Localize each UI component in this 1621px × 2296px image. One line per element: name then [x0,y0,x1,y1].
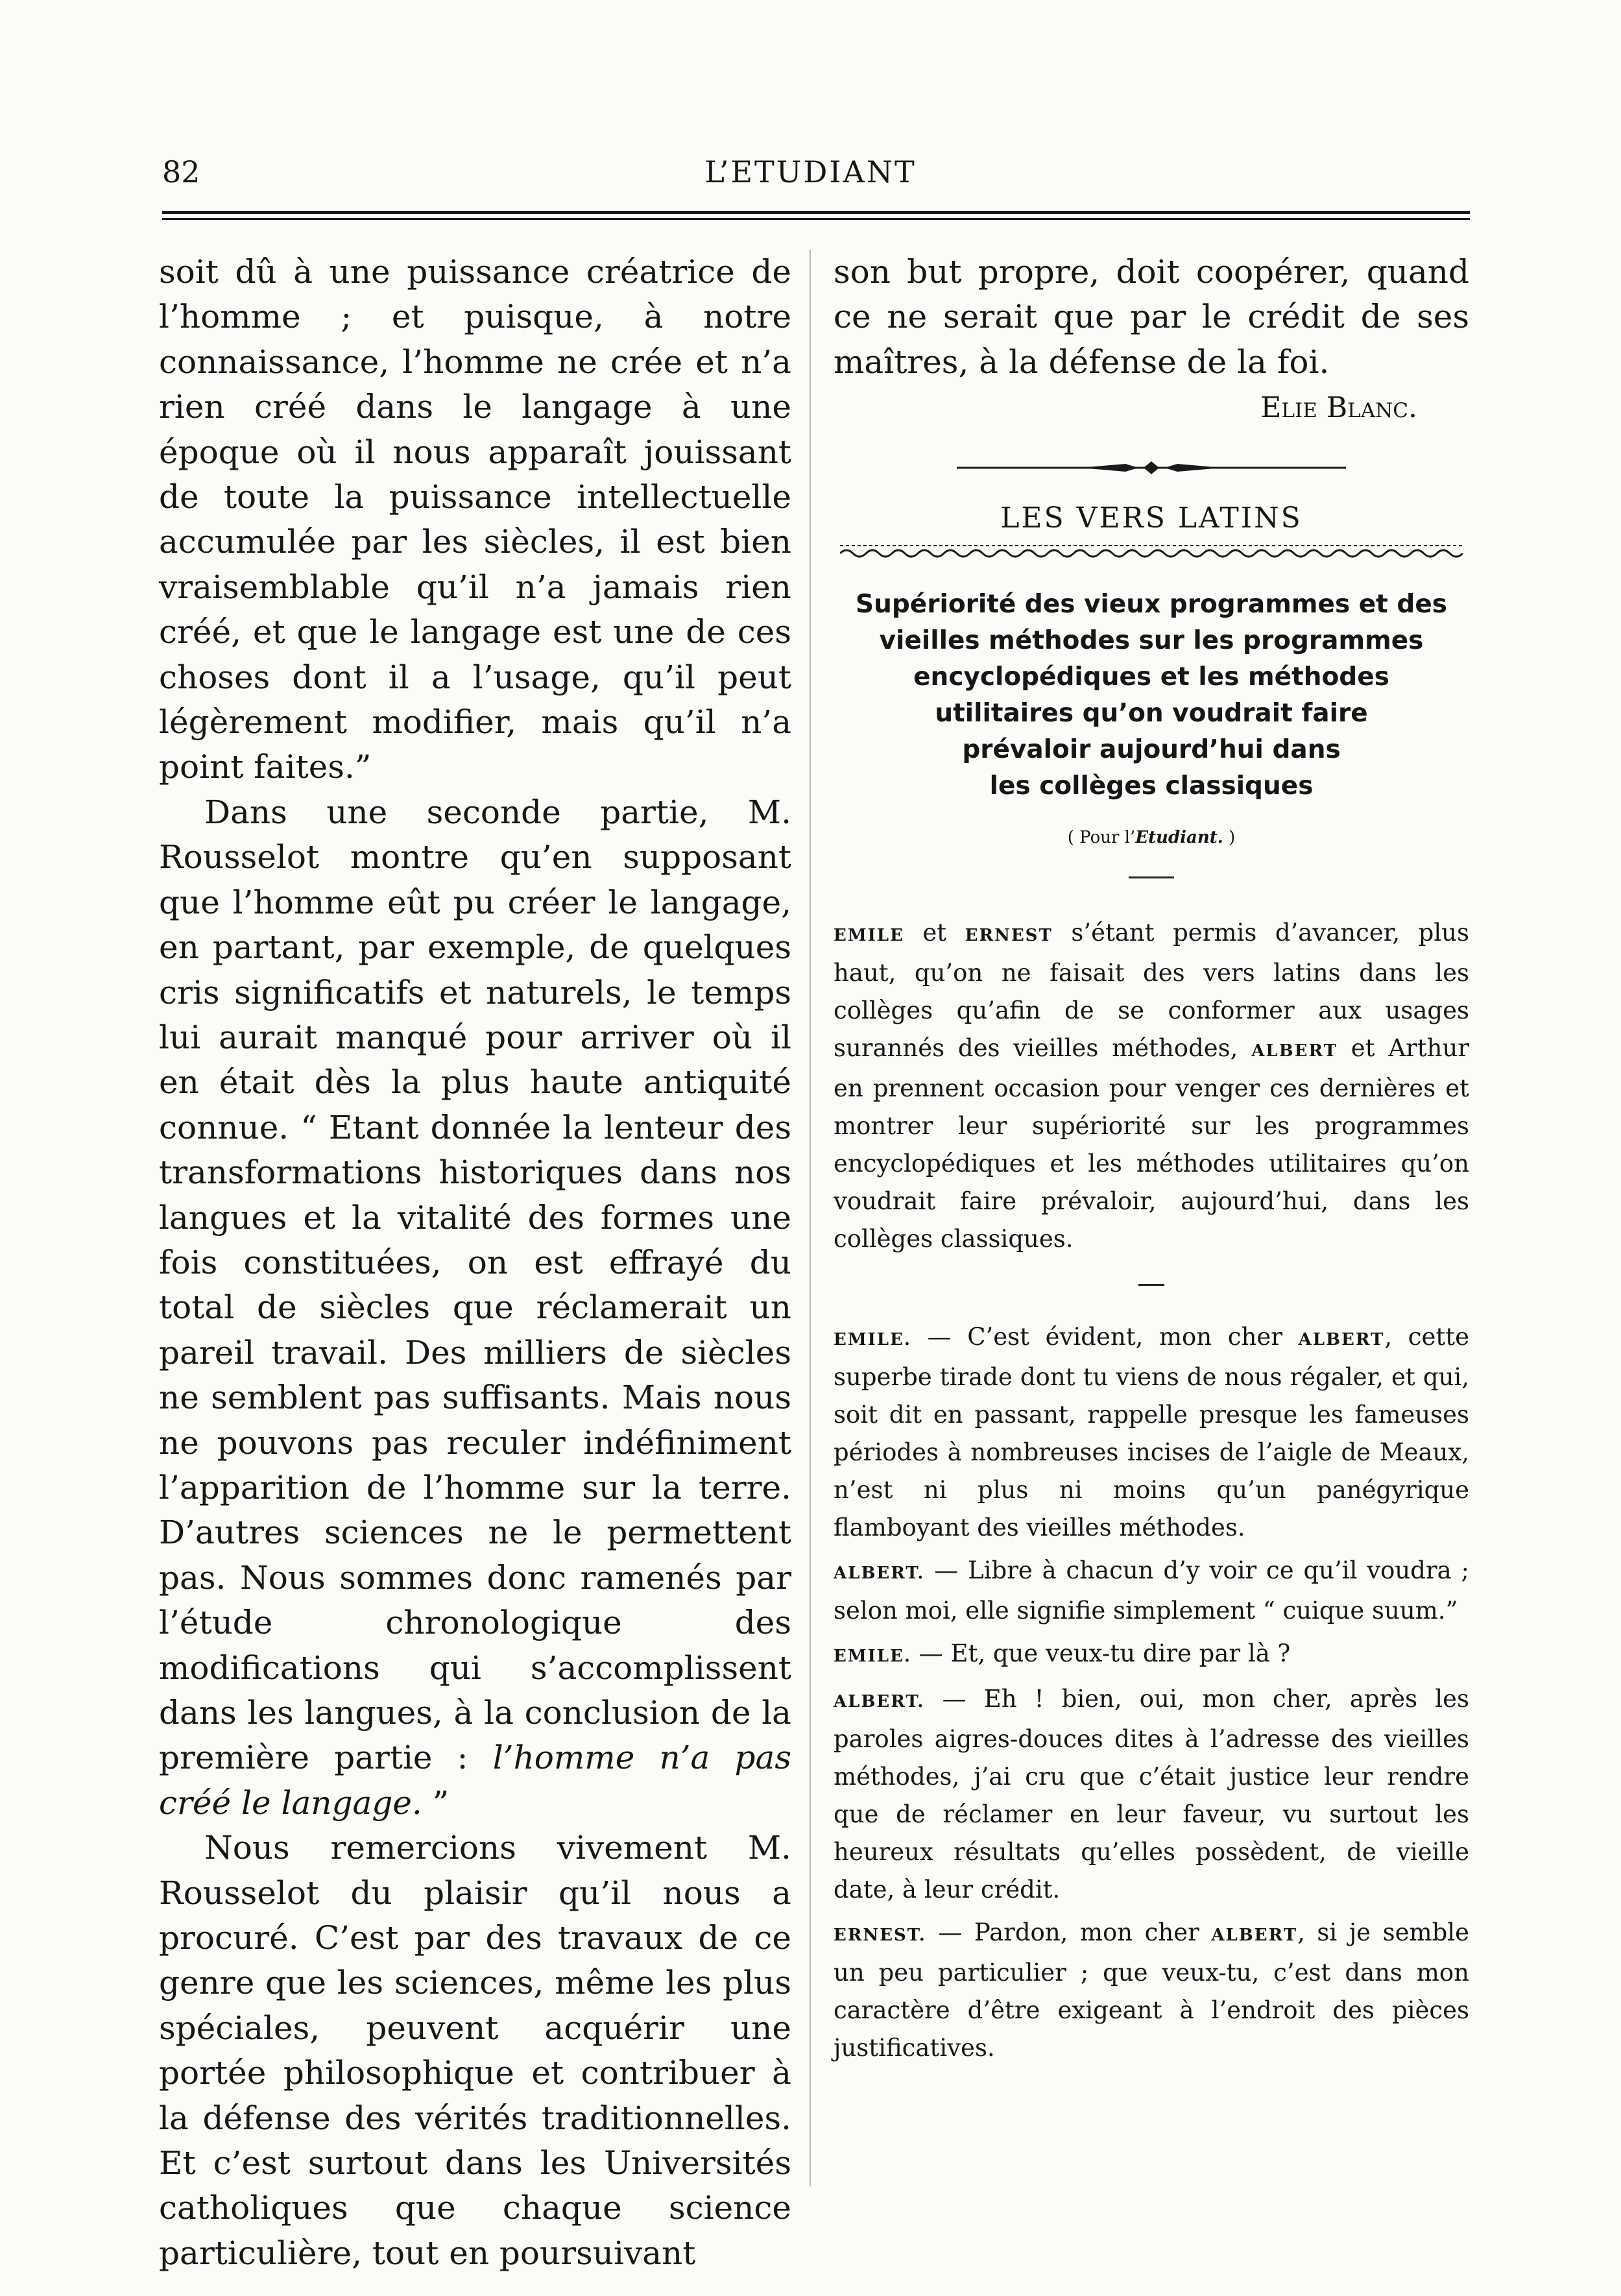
dialogue-text: — Libre à chacun d’y voir ce qu’il voudra ; selon moi, elle signifie simplement “ cuique suum.” [834,1556,1469,1625]
character-name: ALBERT [1251,1041,1338,1061]
section-title: LES VERS LATINS [1000,501,1303,535]
speaker-name: EMILE. [834,1647,911,1667]
paragraph-continuation: soit dû à une puissance créatrice de l’homme ; et puisque, à notre connaissance, l’homme ne crée et n’a rien créé dans le langage à une époque où il nous apparaît jouissant de toute la puissance intellectuelle accumulée par les siècles, il est bien vraisemblable qu’il n’a jamais rien créé, et que le langage est une de ces choses dont il a l’usage, qu’il peut légèrement modifier, mais qu’il n’a point faites.” [159,253,791,786]
subtitle-line: les collèges classiques [989,771,1314,801]
paragraph-conclusion: son but propre, doit coopérer, quand ce ne serait que par le crédit de ses maîtres, à la défense de la foi. [834,253,1469,381]
character-name: ALBERT [1211,1926,1298,1946]
dash-separator [1138,1284,1164,1286]
dialogue-text: — C’est évident, mon cher [911,1323,1299,1351]
article-subtitle [834,586,1469,804]
speaker-name: ERNEST. [834,1926,926,1946]
conclusion-quote: l’homme n’a pas créé le langage. [159,1739,791,1822]
character-name: EMILE [834,926,904,946]
dialogue-text: , cette superbe tirade dont tu viens de nous régaler, et qui, soit dit en passant, rappelle presque les fameuses périodes à nombreuses incises de l’aigle de Meaux, n’est ni plus ni moins qu’un panégyrique flamboyant des vieilles méthodes. [834,1323,1469,1542]
page-number: 82 [162,154,200,189]
dialogue-text: — Et, que veux-tu dire par là ? [911,1639,1291,1668]
article-attribution [834,828,1469,847]
dialogue-line [834,1680,1469,1909]
intro-text: et Arthur en prennent occasion pour venger ces dernières et montrer leur supériorité sur les programmes encyclopédiques et les méthodes utilitaires qu’on voudrait faire prévaloir, aujourd’hui, dans les collèges classiques. [834,1034,1469,1253]
intro-text: et [904,919,965,947]
speaker-name: EMILE. [834,1330,911,1350]
paragraph-second-part-text: Dans une seconde partie, M. Rousselot montre qu’en supposant que l’homme eût pu créer le langage, en partant, par exemple, de quelques cris significatifs et naturels, le temps lui aurait manqué pour arriver où il en était dès la plus haute antiquité connue. “ Etant donnée la lenteur des transformations historiques dans nos langues et la vitalité des formes une fois constituées, on est effrayé du total de siècles que réclamerait un pareil travail. Des milliers de siècles ne semblent pas suffisants. Mais nous ne pouvons pas reculer indéfiniment l’apparition de l’homme sur la terre. D’autres sciences ne le permettent pas. Nous sommes donc ramenés par l’étude chronologique des modifications qui s’accomplissent dans les langues, à la conclusion de la première partie : [159,793,791,1777]
speaker-name: ALBERT. [834,1564,925,1584]
attribution-prefix: ( Pour l’ [1067,828,1136,848]
header-rule [162,211,1470,220]
speaker-name: ALBERT. [834,1692,925,1712]
left-column [159,250,791,2276]
page-header [162,154,1459,200]
character-name: ERNEST [965,926,1053,946]
author-signature: Elie Blanc. [1260,391,1417,425]
character-name: ALBERT [1298,1330,1385,1350]
ornament-divider-icon [957,460,1346,476]
wavy-rule-icon [840,544,1463,561]
closing-quote-mark: ” [422,1783,450,1822]
attribution-journal: Etudiant. [1135,828,1223,848]
dialogue-text: , si je semble un peu particulier ; que veux-tu, c’est dans mon caractère d’être exigeant à l’endroit des pièces justificatives. [834,1918,1469,2062]
dialogue-line [834,1635,1469,1675]
dialogue-line [834,1914,1469,2067]
subtitle-line: utilitaires qu’on voudrait faire [935,699,1368,729]
column-divider [810,250,811,2186]
dialogue-text: — Eh ! bien, oui, mon cher, après les paroles aigres-douces dites à l’adresse des vieilles méthodes, j’ai cru que c’était justice leur rendre que de réclamer en leur faveur, vu surtout les heureux résultats qu’elles possèdent, de vieille date, à leur crédit. [834,1685,1469,1904]
paragraph-thanks: Nous remercions vivement M. Rousselot du plaisir qu’il nous a procuré. C’est par des travaux de ce genre que les sciences, même les plus spéciales, peuvent acquérir une portée philosophique et contribuer à la défense des vérités traditionnelles. Et c’est surtout dans les Universités catholiques que chaque science particulière, tout en poursuivant [159,1829,791,2272]
attribution-suffix: ) [1223,828,1236,848]
subtitle-line: encyclopédiques et les méthodes [913,662,1389,692]
right-column [834,250,1469,2067]
paragraph-second-part [159,790,791,1826]
intro-text: s’étant permis d’avancer, plus haut, qu’on ne faisait des vers latins dans les collèges qu’afin de se conformer aux usages surannés des vieilles méthodes, [834,919,1469,1063]
subtitle-line: Supériorité des vieux programmes et des [856,590,1447,620]
intro-paragraph [834,914,1469,1258]
journal-title: L’ETUDIANT [704,154,917,189]
subtitle-line: prévaloir aujourd’hui dans [962,735,1341,765]
dialogue-line [834,1318,1469,1547]
subtitle-line: vieilles méthodes sur les programmes [879,626,1424,656]
dialogue-text: — Pardon, mon cher [926,1918,1212,1947]
dialogue-line [834,1552,1469,1630]
